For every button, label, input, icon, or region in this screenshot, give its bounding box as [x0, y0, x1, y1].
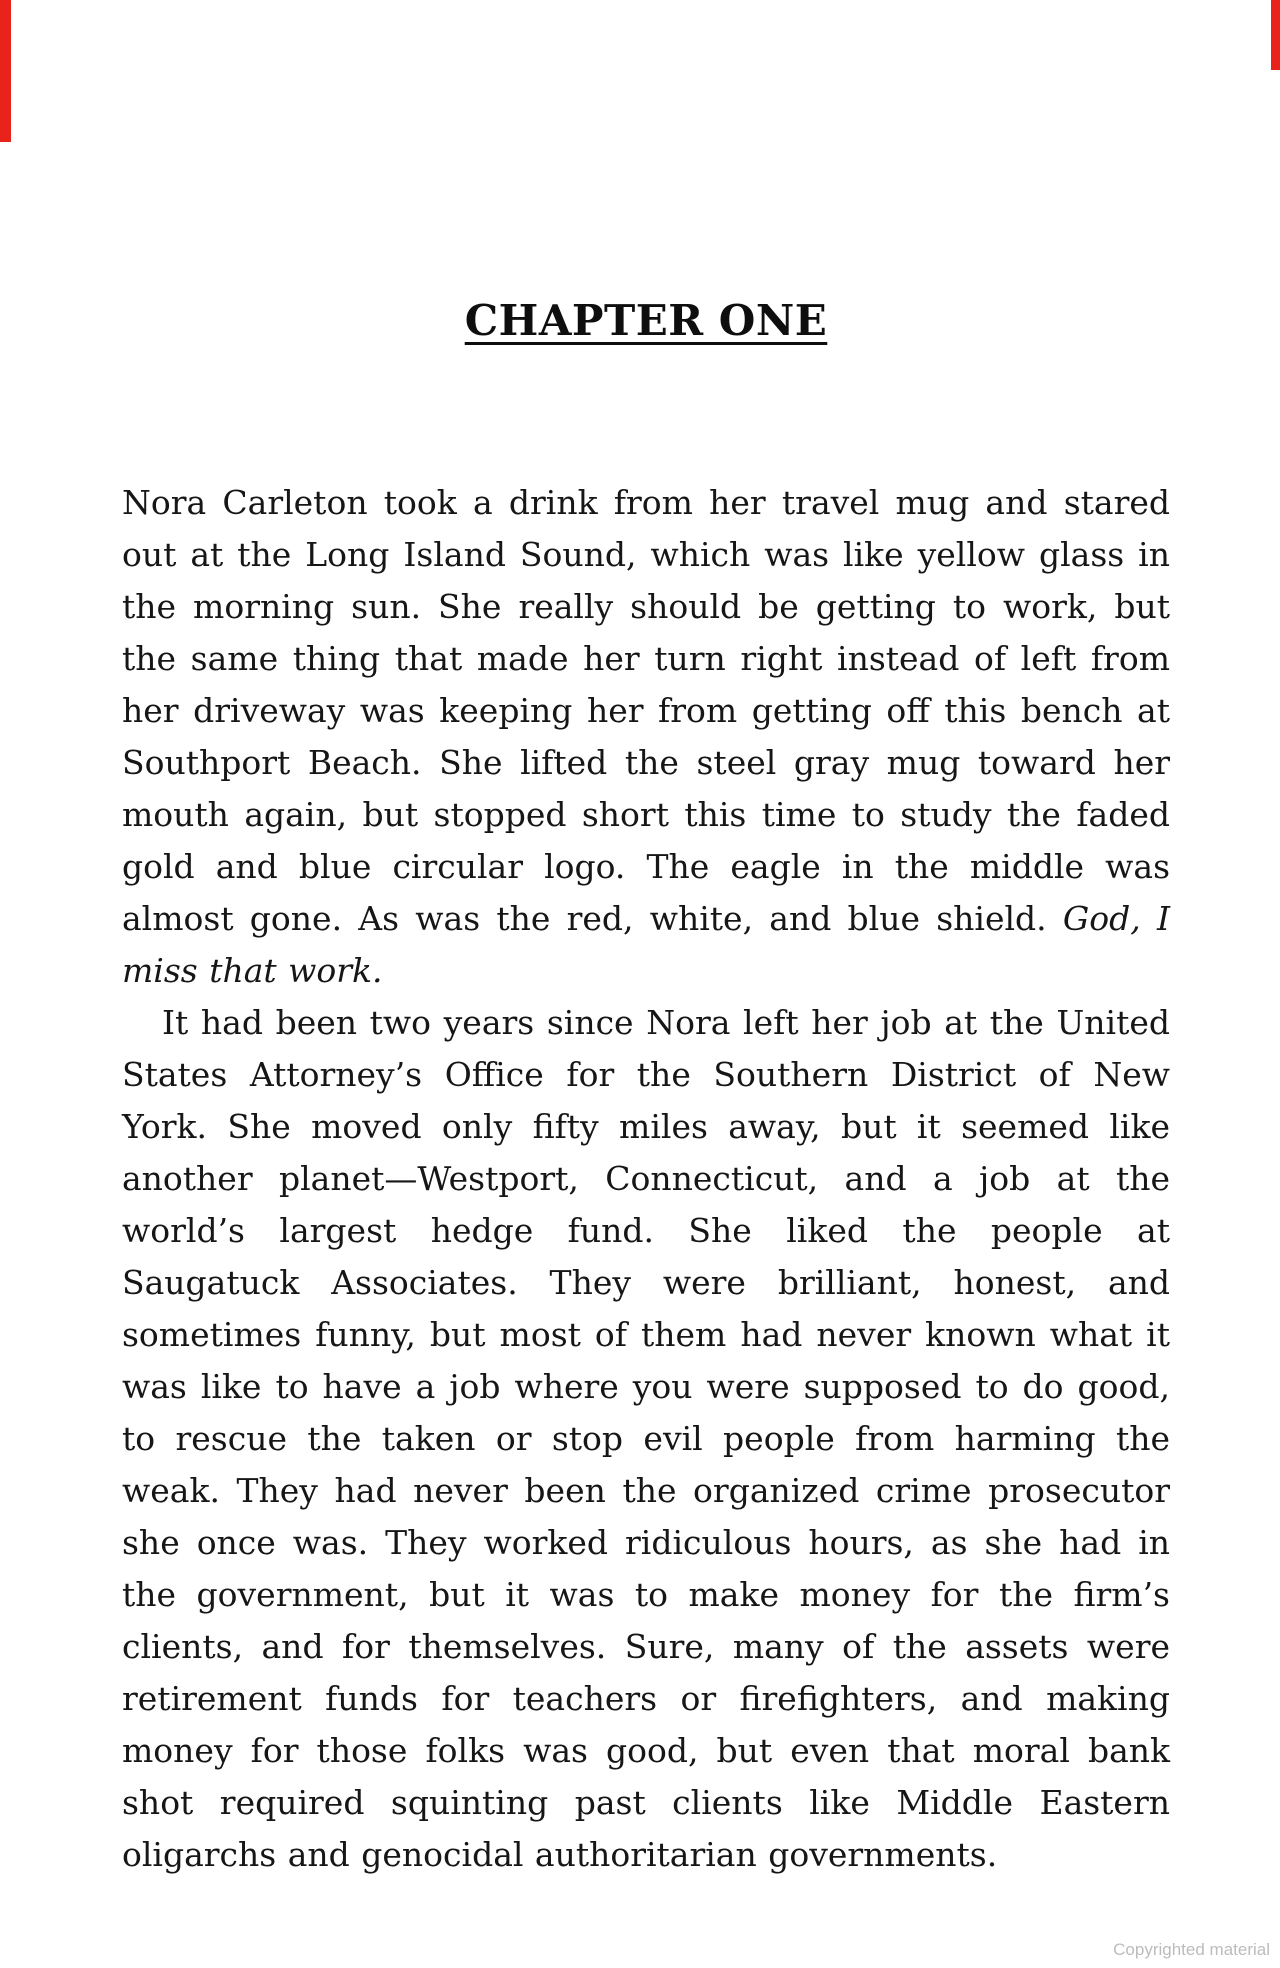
chapter-paragraph-1: [122, 477, 1170, 997]
chapter-title: CHAPTER ONE: [464, 296, 828, 345]
paragraph-1-text: Nora Carleton took a drink from her travel mug and stared out at the Long Island Sound, which was like yellow glass in the morning sun. She really should be getting to work, but the same thing that made her turn right instead of left from her driveway was keeping her from getting off this bench at Southport Beach. She lifted the steel gray mug toward her mouth again, but stopped short this time to study the faded gold and blue circular logo. The eagle in the middle was almost gone. As was the red, white, and blue shield.: [122, 483, 1170, 938]
book-cover-edge-left: [0, 0, 11, 142]
paragraph-1-italic-text: God, I miss that work.: [122, 899, 1171, 990]
book-cover-edge-right: [1271, 0, 1280, 70]
page-text-block: [122, 296, 1170, 1881]
copyright-notice: Copyrighted material: [1113, 1940, 1270, 1959]
paragraph-2-text: It had been two years since Nora left her job at the United States Attorney’s Office for the Southern District of New York. She moved only fifty miles away, but it seemed like another planet—Westport, Connecticut, and a job at the world’s largest hedge fund. She liked the people at Saugatuck Associates. They were brilliant, honest, and sometimes funny, but most of them had never known what it was like to have a job where you were supposed to do good, to rescue the taken or stop evil people from harming the weak. They had never been the organized crime prosecutor she once was. They worked ridiculous hours, as she had in the government, but it was to make money for the firm’s clients, and for themselves. Sure, many of the assets were retirement funds for teachers or firefighters, and making money for those folks was good, but even that moral bank shot required squinting past clients like Middle Eastern oligarchs and genocidal authoritarian governments.: [122, 1003, 1170, 1874]
chapter-paragraph-2: [122, 997, 1170, 1881]
